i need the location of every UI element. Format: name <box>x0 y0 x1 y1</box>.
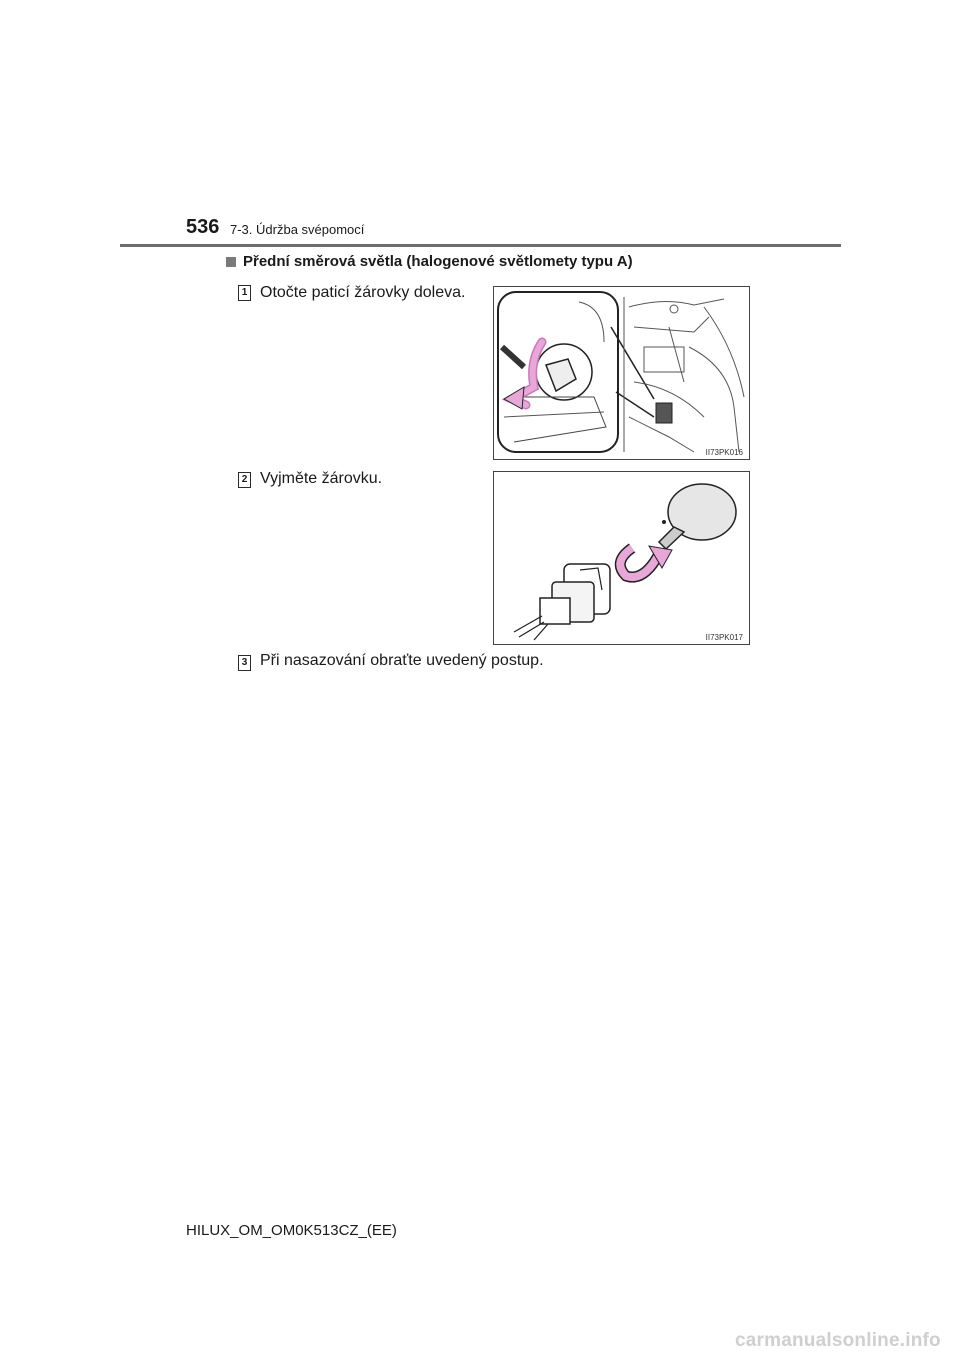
figure-bulb-socket-rotate <box>493 286 750 460</box>
step-number-2: 2 <box>238 472 251 488</box>
step-number-3: 3 <box>238 655 251 671</box>
step-text-1: Otočte paticí žárovky doleva. <box>260 284 466 301</box>
footer-doc-id: HILUX_OM_OM0K513CZ_(EE) <box>186 1222 397 1239</box>
figure-code: II73PK016 <box>705 448 743 457</box>
step-number-1: 1 <box>238 285 251 301</box>
step-text-2: Vyjměte žárovku. <box>260 470 383 487</box>
heading-square-icon <box>226 257 236 267</box>
bulb-socket-rotate-illustration <box>494 287 749 459</box>
bulb-remove-illustration <box>494 472 749 644</box>
page-number: 536 <box>186 216 220 238</box>
watermark[interactable]: carmanualsonline.info <box>735 1330 941 1351</box>
step-text-3: Při nasazování obraťte uvedený postup. <box>260 652 544 669</box>
figure-code: II73PK017 <box>705 633 743 642</box>
section-title: 7-3. Údržba svépomocí <box>230 222 365 237</box>
figure-bulb-remove <box>493 471 750 645</box>
heading-text: Přední směrová světla (halogenové světlomety typu A) <box>243 253 633 270</box>
section-heading <box>226 253 633 270</box>
header-rule <box>120 244 841 247</box>
